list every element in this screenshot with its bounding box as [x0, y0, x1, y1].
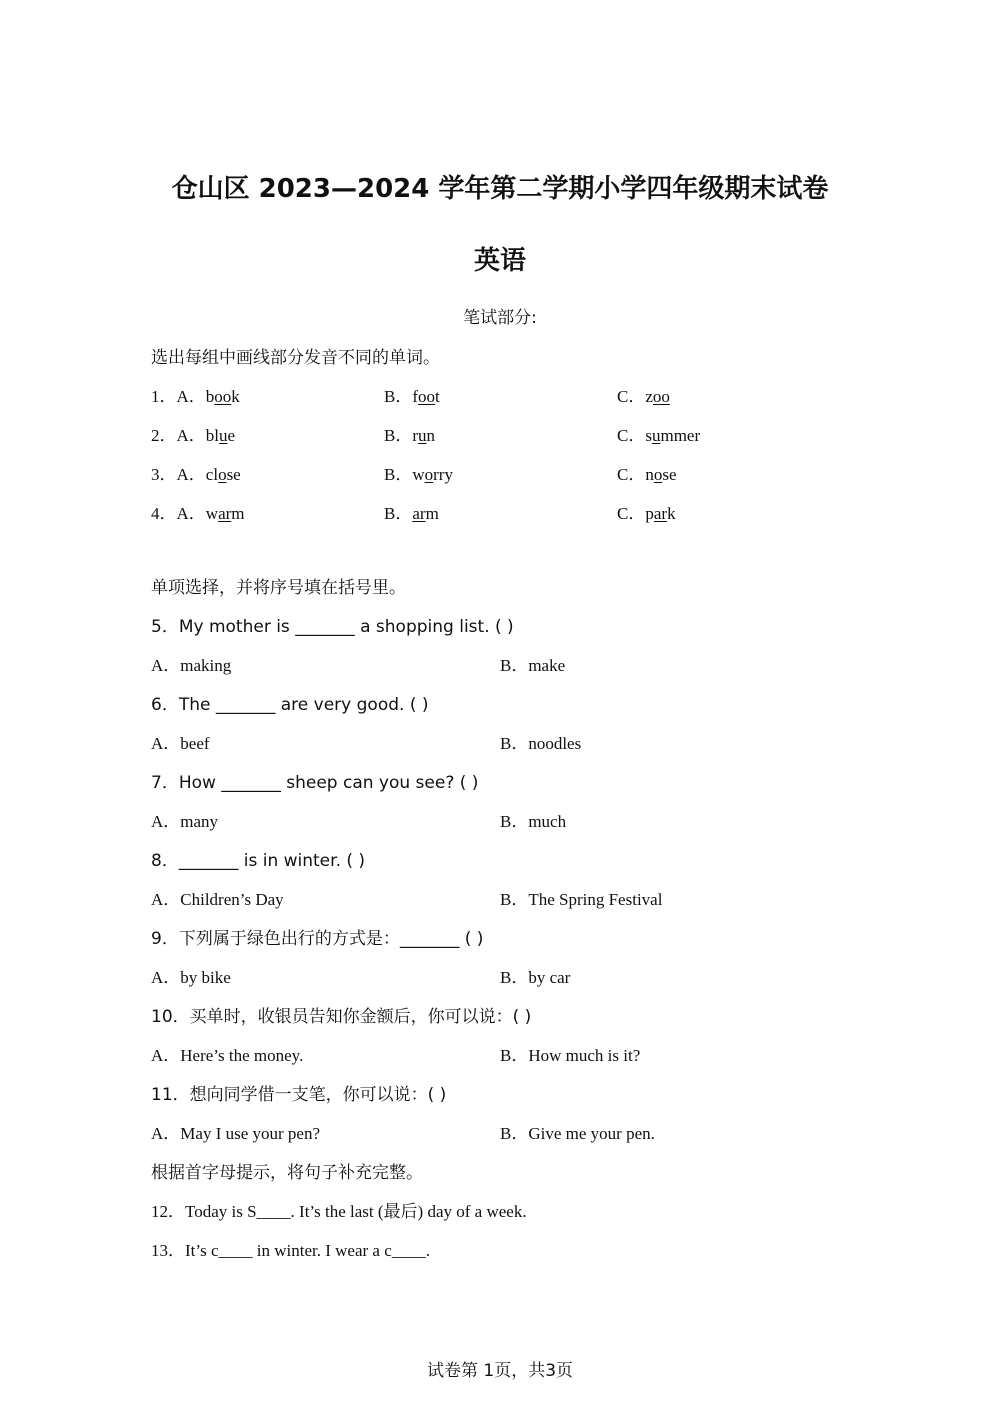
word-part: w: [205, 504, 219, 523]
word-part: se: [226, 465, 241, 484]
question-number: 4．: [151, 504, 177, 523]
question-text: [151, 768, 478, 793]
word-part: p: [645, 504, 654, 523]
word-part: z: [645, 387, 653, 406]
answer-options: [0, 1119, 1000, 1141]
word-part: e: [227, 426, 236, 445]
question-row: [0, 460, 1000, 482]
option-label: C．: [617, 387, 646, 406]
word-part: cl: [205, 465, 219, 484]
underlined-letters: u: [219, 426, 228, 445]
question-number: 1．: [151, 387, 177, 406]
option-b: B．by car: [500, 968, 571, 987]
question-body: Today is S____. It’s the last (最后) day of a week.: [185, 1202, 527, 1221]
phonics-option: [384, 460, 453, 485]
underlined-letters: ar: [412, 504, 426, 523]
phonics-option: [151, 499, 245, 524]
option-label: C．: [617, 426, 646, 445]
question-number: 10．: [151, 1007, 190, 1027]
question-row: [0, 382, 1000, 404]
question-number: 11．: [151, 1085, 190, 1105]
phonics-option: [617, 382, 670, 407]
section2-instruction: 单项选择，并将序号填在括号里。: [151, 578, 406, 598]
word-part: m: [231, 504, 245, 523]
question-text: [151, 1002, 531, 1027]
question-number: 3．: [151, 465, 177, 484]
word-part: n: [645, 465, 654, 484]
option-label: A．: [176, 426, 206, 445]
question-body: How _______ sheep can you see? ( ): [178, 773, 479, 793]
word-part: se: [662, 465, 677, 484]
option-label: C．: [617, 465, 646, 484]
answer-options: [0, 1041, 1000, 1063]
page-footer: 试卷第 1页，共3页: [426, 1361, 574, 1381]
question-number: 2．: [151, 426, 177, 445]
question-text: [151, 1236, 430, 1261]
option-label: A．: [176, 465, 206, 484]
answer-options: [0, 807, 1000, 829]
word-part: m: [425, 504, 439, 523]
word-part: mmer: [660, 426, 701, 445]
fill-blank-question: [0, 1197, 1000, 1219]
question-body: 想向同学借一支笔，你可以说：( ): [189, 1085, 447, 1105]
question-row: [0, 499, 1000, 521]
question-number: 8．: [151, 851, 179, 871]
question-stem: [0, 924, 1000, 949]
question-stem: [0, 768, 1000, 793]
phonics-option: [151, 460, 241, 485]
option-label: A．: [176, 504, 206, 523]
question-body: The _______ are very good. ( ): [178, 695, 429, 715]
underlined-letters: oo: [214, 387, 232, 406]
option-a: A．beef: [151, 734, 210, 753]
question-text: [151, 1080, 446, 1105]
phonics-option: [151, 382, 240, 407]
question-body: _______ is in winter. ( ): [178, 851, 366, 871]
option-a: A．many: [151, 812, 219, 831]
phonics-option: [617, 460, 677, 485]
option-a: A．Children’s Day: [151, 890, 284, 909]
word-part: k: [667, 504, 676, 523]
question-stem: [0, 1002, 1000, 1027]
question-stem: [0, 612, 1000, 637]
phonics-option: [384, 382, 440, 407]
underlined-letters: u: [418, 426, 427, 445]
question-text: [151, 846, 365, 871]
phonics-option: [617, 499, 676, 524]
question-row: [0, 421, 1000, 443]
option-b: B．noodles: [500, 734, 582, 753]
question-text: [151, 690, 428, 715]
option-a: A．Here’s the money.: [151, 1046, 304, 1065]
answer-options: [0, 885, 1000, 907]
option-b: B．How much is it?: [500, 1046, 641, 1065]
question-text: [151, 612, 514, 637]
underlined-letters: ar: [218, 504, 232, 523]
question-number: 12．: [151, 1202, 185, 1221]
word-part: bl: [205, 426, 220, 445]
option-label: A．: [176, 387, 206, 406]
option-label: C．: [617, 504, 646, 523]
question-number: 5．: [151, 617, 179, 637]
phonics-option: [384, 421, 435, 446]
word-part: b: [205, 387, 215, 406]
word-part: r: [412, 426, 419, 445]
underlined-letters: oo: [418, 387, 436, 406]
answer-options: [0, 963, 1000, 985]
option-label: B．: [384, 426, 413, 445]
question-stem: [0, 846, 1000, 871]
subject-title: 英语: [473, 246, 526, 276]
question-body: 下列属于绿色出行的方式是：_______ ( ): [178, 929, 484, 949]
fill-blank-question: [0, 1236, 1000, 1258]
word-part: t: [435, 387, 440, 406]
word-part: k: [231, 387, 240, 406]
section3-instruction: 根据首字母提示，将句子补充完整。: [151, 1163, 423, 1183]
question-number: 9．: [151, 929, 179, 949]
part-label: 笔试部分:: [463, 308, 537, 328]
option-b: B．Give me your pen.: [500, 1124, 655, 1143]
word-part: s: [645, 426, 652, 445]
question-number: 7．: [151, 773, 179, 793]
question-text: [151, 1197, 527, 1222]
option-label: B．: [384, 465, 413, 484]
section1-instruction: 选出每组中画线部分发音不同的单词。: [151, 348, 440, 368]
phonics-option: [151, 421, 235, 446]
question-body: My mother is _______ a shopping list. ( ): [178, 617, 514, 637]
underlined-letters: o: [653, 465, 663, 484]
question-stem: [0, 1080, 1000, 1105]
answer-options: [0, 729, 1000, 751]
underlined-letters: oo: [652, 387, 670, 406]
answer-options: [0, 651, 1000, 673]
option-b: B．The Spring Festival: [500, 890, 663, 909]
question-text: [151, 924, 483, 949]
word-part: w: [412, 465, 425, 484]
word-part: rry: [433, 465, 453, 484]
option-label: B．: [384, 387, 413, 406]
underlined-letters: o: [424, 465, 434, 484]
question-number: 13．: [151, 1241, 185, 1260]
word-part: n: [426, 426, 436, 445]
exam-title: 仓山区 2023—2024 学年第二学期小学四年级期末试卷: [171, 174, 829, 204]
phonics-option: [384, 499, 439, 524]
question-body: 买单时，收银员告知你金额后，你可以说：( ): [189, 1007, 532, 1027]
option-a: A．by bike: [151, 968, 231, 987]
option-b: B．make: [500, 656, 566, 675]
underlined-letters: o: [218, 465, 227, 484]
question-stem: [0, 690, 1000, 715]
word-part: f: [412, 387, 419, 406]
underlined-letters: u: [651, 426, 661, 445]
option-a: A．making: [151, 656, 232, 675]
underlined-letters: ar: [653, 504, 668, 523]
phonics-option: [617, 421, 700, 446]
option-b: B．much: [500, 812, 567, 831]
question-number: 6．: [151, 695, 179, 715]
question-body: It’s c____ in winter. I wear a c____.: [185, 1241, 431, 1260]
option-label: B．: [384, 504, 413, 523]
option-a: A．May I use your pen?: [151, 1124, 321, 1143]
